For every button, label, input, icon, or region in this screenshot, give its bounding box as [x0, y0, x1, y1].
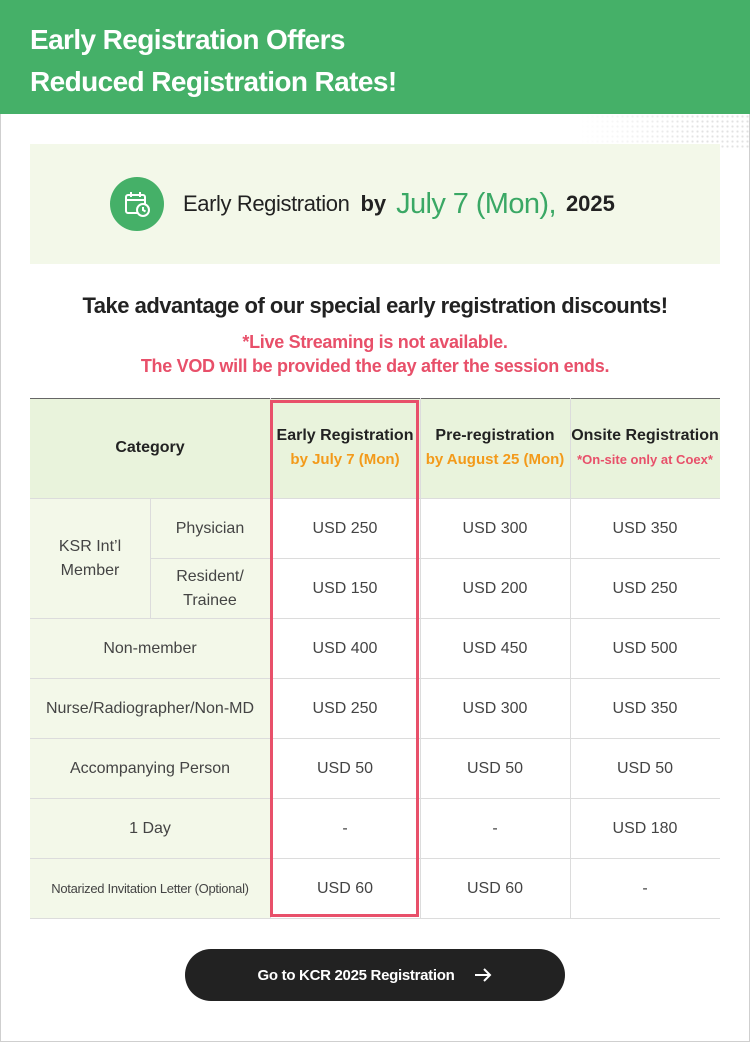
row-label-physician: [150, 499, 270, 559]
price-early-one-day: -: [270, 799, 420, 859]
row-label-nurse: [30, 679, 270, 739]
row-label-one-day: [30, 799, 270, 859]
row-label-text: Notarized Invitation Letter (Optional): [51, 880, 249, 896]
arrow-right-icon: [474, 967, 492, 983]
row-label-line-1: Resident/: [176, 567, 244, 585]
price-onsite-accompanying: USD 50: [570, 739, 720, 799]
streaming-note: *Live Streaming is not available.: [242, 332, 508, 352]
header-category: [30, 398, 270, 499]
price-onsite-invitation-letter: -: [570, 859, 720, 919]
row-label-text: Nurse/Radiographer/Non-MD: [45, 699, 255, 717]
member-group-line-1: KSR Int’l: [58, 537, 122, 555]
early-registration-banner: [30, 144, 720, 264]
row-label-non-member: [30, 619, 270, 679]
price-pre-nurse: USD 300: [420, 679, 570, 739]
row-label-accompanying: [30, 739, 270, 799]
banner-date: July 7 (Mon),: [396, 187, 556, 220]
price-onsite-resident: USD 250: [570, 559, 720, 619]
header-title-line-2: Reduced Registration Rates!: [30, 66, 397, 97]
member-group-label: [30, 499, 150, 619]
header-pre: [420, 398, 570, 499]
go-to-registration-button[interactable]: [185, 949, 565, 1001]
row-label-invitation-letter: [30, 859, 270, 919]
header-category-label: Category: [115, 439, 185, 456]
price-early-accompanying: USD 50: [270, 739, 420, 799]
header-onsite-note: *On-site only at Coex*: [577, 452, 713, 467]
price-onsite-one-day: USD 180: [570, 799, 720, 859]
page-header: [0, 0, 750, 114]
price-early-invitation-letter: USD 60: [270, 859, 420, 919]
vod-note: The VOD will be provided the day after the session ends.: [140, 356, 610, 376]
price-early-physician: USD 250: [270, 499, 420, 559]
header-title-line-1: Early Registration Offers: [30, 24, 345, 55]
registration-fee-table: [30, 398, 720, 919]
price-pre-non-member: USD 450: [420, 619, 570, 679]
price-onsite-non-member: USD 500: [570, 619, 720, 679]
header-early: [270, 398, 420, 499]
price-onsite-nurse: USD 350: [570, 679, 720, 739]
header-onsite: [570, 398, 720, 499]
calendar-clock-icon: [110, 177, 164, 231]
row-label-text: Accompanying Person: [69, 759, 231, 777]
row-label-text: 1 Day: [129, 819, 171, 837]
row-label-text: Physician: [175, 519, 245, 537]
table-divider: [420, 398, 421, 919]
price-pre-accompanying: USD 50: [420, 739, 570, 799]
decorative-dot-pattern: [580, 114, 750, 148]
table-divider: [150, 499, 151, 619]
banner-year: 2025: [565, 191, 615, 216]
row-label-resident: [150, 559, 270, 619]
price-onsite-physician: USD 350: [570, 499, 720, 559]
header-early-deadline: by July 7 (Mon): [290, 451, 400, 468]
row-label-text: Non-member: [103, 639, 197, 657]
go-to-registration-label: Go to KCR 2025 Registration: [257, 966, 455, 984]
member-group-line-2: Member: [60, 561, 120, 579]
price-pre-resident: USD 200: [420, 559, 570, 619]
price-pre-physician: USD 300: [420, 499, 570, 559]
banner-by: by: [360, 191, 387, 216]
header-pre-title: Pre-registration: [435, 427, 555, 444]
price-early-non-member: USD 400: [270, 619, 420, 679]
promo-heading: Take advantage of our special early registration discounts!: [82, 293, 668, 318]
price-pre-one-day: -: [420, 799, 570, 859]
price-early-nurse: USD 250: [270, 679, 420, 739]
header-early-title: Early Registration: [276, 427, 414, 444]
header-pre-deadline: by August 25 (Mon): [425, 451, 565, 468]
table-divider: [270, 398, 271, 919]
row-label-line-2: Trainee: [183, 591, 237, 609]
table-divider: [570, 398, 571, 919]
price-pre-invitation-letter: USD 60: [420, 859, 570, 919]
price-early-resident: USD 150: [270, 559, 420, 619]
table-top-border: [30, 398, 720, 399]
banner-label: Early Registration: [183, 191, 350, 216]
header-onsite-title: Onsite Registration: [571, 427, 719, 444]
